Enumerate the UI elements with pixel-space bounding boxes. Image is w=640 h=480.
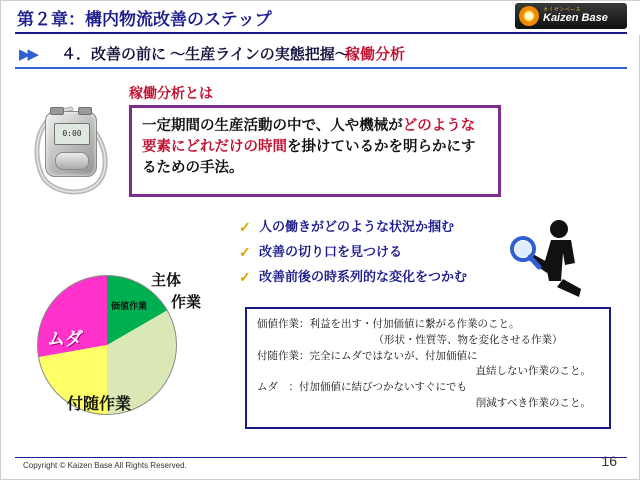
legend-line: 付随作業：完全にムダではないが、付加価値に: [257, 349, 478, 362]
definition-line1-plain: 一定期間の生産活動の中で、人や機械が: [142, 118, 403, 134]
pie-slice-label-incidental: 付随作業: [67, 396, 132, 413]
stopwatch-knob: [55, 152, 89, 170]
logo-big-text: Kaizen Base: [543, 12, 608, 24]
benefit-checklist: [239, 219, 539, 293]
list-item-label: 改善の切り口を見つける: [259, 243, 403, 259]
copyright-text: Copyright © Kaizen Base All Rights Reserved.: [23, 461, 187, 470]
definition-line2-emphasis: のような要素にどれだけの時間: [142, 118, 476, 156]
logo-text: [543, 8, 608, 24]
check-icon: ✓: [239, 219, 251, 235]
stopwatch-body: [45, 111, 97, 177]
pie-slice-label-value-work: 価値作業: [110, 301, 147, 311]
stopwatch-display: 0:00: [54, 123, 90, 145]
subheader-divider: [15, 67, 627, 69]
page-title: 第２章：構内物流改善のステップ: [17, 10, 272, 29]
legend-line: 削減すべき作業のこと。: [475, 396, 591, 409]
subheader-accent-label: 稼働分析: [345, 46, 406, 63]
check-icon: ✓: [239, 243, 251, 260]
legend-line: （形状・性質等、物を変化させる作業）: [373, 333, 563, 346]
legend-box: [245, 307, 611, 429]
list-item-label: 人の働きがどのような状況か掴む: [259, 219, 455, 234]
double-arrow-icon: ▶▶: [19, 46, 37, 63]
legend-line: 価値作業：利益を出す・付加価値に繋がる作業のこと。: [257, 318, 520, 330]
pie-slice-label-main: 主体: [151, 272, 182, 289]
definition-box: [129, 105, 501, 197]
definition-line1-emphasis: ど: [402, 118, 418, 134]
header: [1, 1, 640, 35]
stopwatch-button-left: [50, 107, 64, 115]
list-item-label: 改善前後の時系列的な変化をつかむ: [259, 268, 468, 284]
subheader: [15, 41, 627, 69]
header-divider: [15, 32, 627, 34]
legend-line: ムダ ：付加価値に結びつかないすぐにでも: [257, 381, 467, 393]
work-breakdown-pie-chart: [23, 269, 233, 419]
pie-slice-label-muda: ムダ: [47, 329, 83, 349]
definition-text: [142, 116, 488, 179]
logo: [515, 3, 627, 29]
sun-icon: [519, 6, 539, 26]
stopwatch-illustration: [21, 93, 125, 205]
person-with-magnifier-icon: [501, 213, 593, 305]
list-item: [239, 244, 539, 261]
stopwatch-button-right: [78, 107, 92, 115]
pie-slice-label-work: 作業: [171, 294, 202, 311]
page-number: 16: [601, 453, 617, 469]
list-item: [239, 219, 539, 236]
subheader-label: ４．改善の前に ～生産ラインの実態把握～: [61, 46, 350, 63]
section-heading: 稼働分析とは: [129, 85, 213, 101]
definition-line2-plain: を掛けてい: [287, 139, 360, 156]
list-item: [239, 269, 539, 286]
footer-divider: [15, 457, 627, 458]
definition-line3-plain: るかを明らかにするための手法。: [142, 139, 476, 177]
logo-small-text: カイゼンベース: [543, 7, 581, 13]
legend-line: 直結しない作業のこと。: [475, 365, 591, 378]
check-icon: ✓: [239, 268, 251, 285]
